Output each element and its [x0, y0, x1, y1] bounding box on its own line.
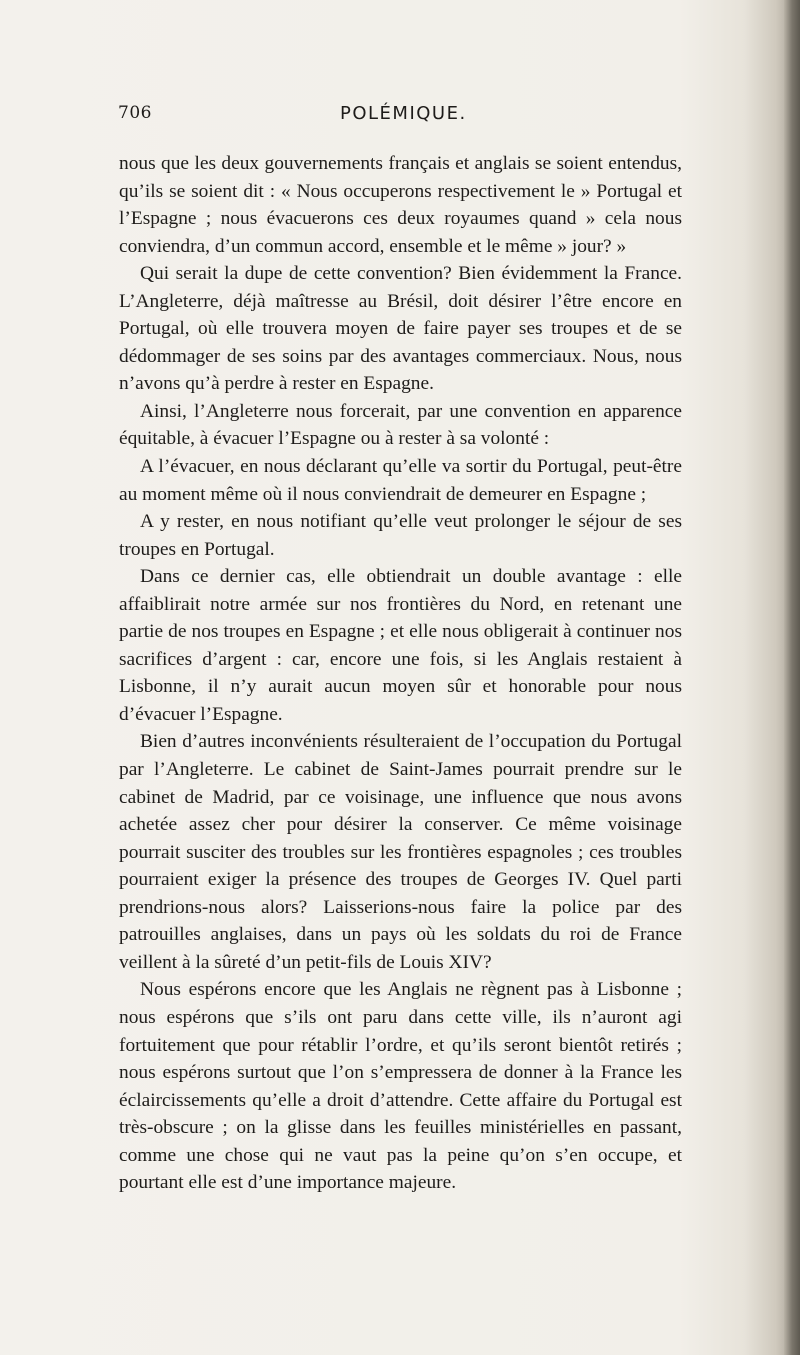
page-body: [119, 150, 682, 1197]
paragraph-2: Qui serait la dupe de cette convention? Bien évidemment la France. L’Angleterre, déjà maîtresse au Brésil, doit désirer l’être encore en Portugal, où elle trouvera moyen de faire payer ses troupes et de se dédommager de ses soins par des avantages commerciaux. Nous, nous n’avons qu’à perdre à rester en Espagne.: [119, 263, 682, 395]
paragraph-4: A l’évacuer, en nous déclarant qu’elle va sortir du Portugal, peut-être au moment même où il nous conviendrait de demeurer en Espagne ;: [119, 456, 682, 505]
running-title: POLÉMIQUE.: [340, 103, 467, 124]
book-binding-edge: [784, 0, 800, 1355]
paragraph-8: Nous espérons encore que les Anglais ne règnent pas à Lisbonne ; nous espérons que s’ils ont paru dans cette ville, ils n’auront agi fortuitement que pour rétablir l’ordre, et qu’ils seront bientôt retirés ; nous espérons surtout que l’on s’empressera de donner à la France les éclaircissements qu’elle a droit d’attendre. Cette affaire du Portugal est très-obscure ; on la glisse dans les feuilles ministérielles en passant, comme une chose qui ne vaut pas la peine qu’on s’en occupe, et pourtant elle est d’une importance majeure.: [119, 979, 682, 1194]
paragraph-1: nous que les deux gouvernements français et anglais se soient entendus, qu’ils se soient dit : « Nous occuperons respectivement le » Portugal et l’Espagne ; nous évacuerons ces deux royaumes quand » cela nous conviendra, d’un commun accord, ensemble et le même » jour? »: [119, 153, 682, 257]
page-header: [118, 103, 678, 133]
page-number: 706: [118, 103, 152, 123]
paragraph-7: Bien d’autres inconvénients résulteraient de l’occupation du Portugal par l’Angleterre. Le cabinet de Saint-James pourrait prendre sur le cabinet de Madrid, par ce voisinage, une influence que nous avons achetée assez cher pour désirer la conserver. Ce même voisinage pourrait susciter des troubles sur les frontières espagnoles ; ces troubles pourraient exiger la présence des troupes de Georges IV. Quel parti prendrions-nous alors? Laisserions-nous faire la police par des patrouilles anglaises, dans un pays où les soldats du roi de France veillent à la sûreté d’un petit-fils de Louis XIV?: [119, 731, 682, 973]
paragraph-3: Ainsi, l’Angleterre nous forcerait, par une convention en apparence équitable, à évacuer l’Espagne ou à rester à sa volonté :: [119, 400, 682, 450]
paragraph-6: Dans ce dernier cas, elle obtiendrait un double avantage : elle affaiblirait notre armée sur nos frontières du Nord, en retenant une partie de nos troupes en Espagne ; et elle nous obligerait à continuer nos sacrifices d’argent : car, encore une fois, si les Anglais restaient à Lisbonne, il n’y aurait aucun moyen sûr et honorable pour nous d’évacuer l’Espagne.: [119, 566, 682, 725]
paragraph-5: A y rester, en nous notifiant qu’elle veut prolonger le séjour de ses troupes en Portugal.: [119, 511, 682, 560]
